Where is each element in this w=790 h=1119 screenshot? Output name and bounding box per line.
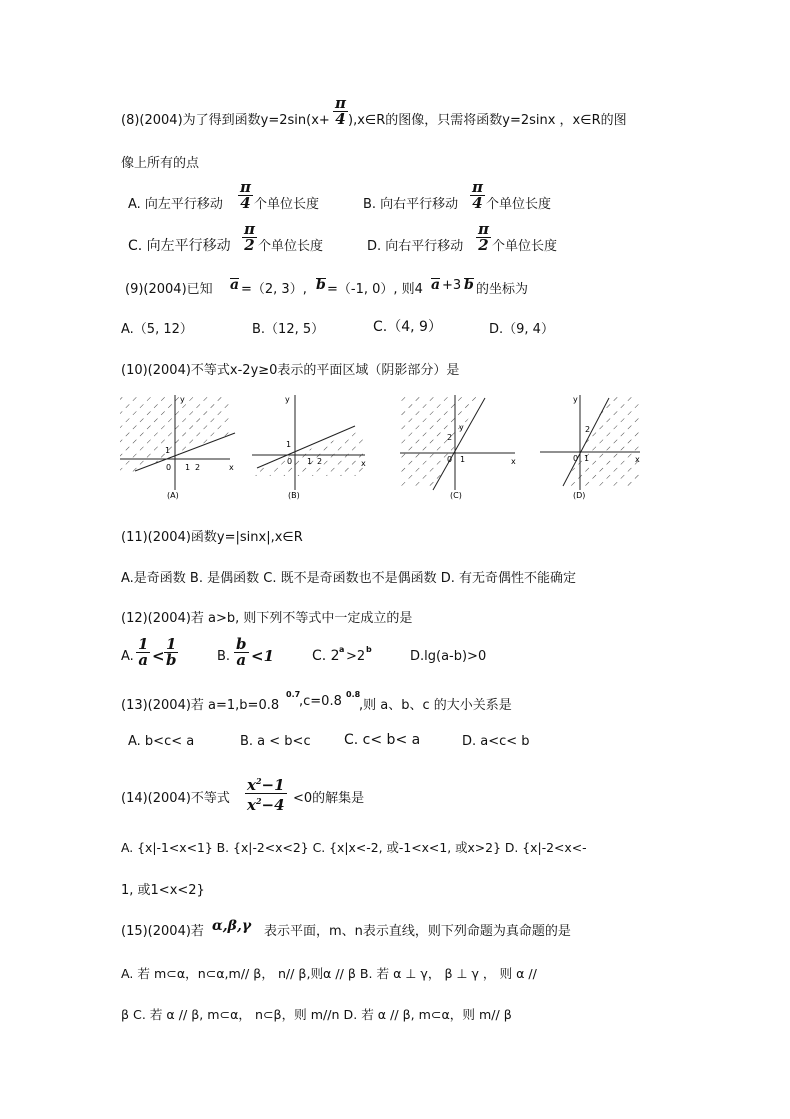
graph-d <box>540 395 640 500</box>
q12-opt-b-lt1: <1 <box>251 647 275 665</box>
q8-opt-b-pi: π <box>472 178 483 196</box>
q12-opt-d: D.lg(a-b)>0 <box>410 649 487 664</box>
q12-options <box>0 637 790 677</box>
q12-opt-c-label: C. 2 <box>312 648 340 664</box>
q9-vector-a: a <box>230 277 240 293</box>
q8-opt-c-prefix: C. 向左平行移动 <box>128 238 231 254</box>
graph-c-y-label: y <box>459 423 464 432</box>
q14-options-line2: 1, 或1<x<2} <box>121 883 205 898</box>
graph-b-tick-x1: 1 <box>307 457 313 466</box>
graph-d-tick-origin: 0 <box>573 454 579 463</box>
q13-exp2: 0.8 <box>346 690 361 699</box>
q9-eq-a: =（2, 3）, <box>241 282 307 297</box>
q8-opt-d-unit: 个单位长度 <box>492 239 558 254</box>
q8-opt-c-pi: π <box>244 220 255 238</box>
q8-opt-c-two: 2 <box>244 236 255 254</box>
q14-stem <box>0 772 790 816</box>
graph-b-label: (B) <box>288 491 300 500</box>
graph-a-y-label: y <box>180 395 185 404</box>
q15-stem <box>0 917 790 939</box>
q9-opt-a: A.（5, 12） <box>121 322 193 337</box>
q12-opt-b-label: B. <box>217 649 231 664</box>
q8-opt-b-prefix: B. 向右平行移动 <box>363 197 459 212</box>
q15-options-line2: β C. 若 α // β, m⊂α， n⊂β，则 m//n D. 若 α // β, m⊂α，则 m// β <box>121 1007 512 1022</box>
q15-stem-part-a: (15)(2004)若 <box>121 924 204 939</box>
q14-stem-part-b: <0的解集是 <box>293 791 365 806</box>
graph-c <box>400 395 516 500</box>
q8-options-row1 <box>0 178 790 220</box>
graph-b-tick-y1: 1 <box>286 440 292 449</box>
graph-a-tick-origin: 0 <box>166 463 172 472</box>
graph-b-shade <box>252 430 363 476</box>
q12-opt-a-label: A. <box>121 649 134 664</box>
q15-options-line1: A. 若 m⊂α，n⊂α,m// β， n// β,则α // β B. 若 α ⊥ γ， β ⊥ γ ， 则 α // <box>121 966 537 981</box>
q8-opt-c-fraction <box>240 222 259 253</box>
graph-a <box>120 395 235 500</box>
graph-a-tick-x2: 2 <box>195 463 201 472</box>
q9-stem <box>0 276 790 298</box>
graph-c-tick-x1: 1 <box>460 455 466 464</box>
q10-graphs <box>115 390 650 502</box>
q8-opt-d-prefix: D. 向右平行移动 <box>367 239 464 254</box>
q8-stem-line1 <box>0 94 790 134</box>
q14-den-exp: 2 <box>255 796 262 806</box>
q8-stem-line2: 像上所有的点 <box>121 156 200 171</box>
q8-opt-b-unit: 个单位长度 <box>486 197 552 212</box>
q15-stem-part-b: 表示平面，m、n表示直线，则下列命题为真命题的是 <box>264 924 571 939</box>
graph-b-tick-origin: 0 <box>287 457 293 466</box>
q8-opt-b-four: 4 <box>472 194 483 212</box>
q8-opt-a-unit: 个单位长度 <box>254 197 320 212</box>
q13-stem-part-a: (13)(2004)若 a=1,b=0.8 <box>121 698 280 713</box>
q9-opt-c: C.（4, 9） <box>373 319 442 335</box>
q8-opt-a-fraction <box>236 180 255 211</box>
q12-opt-a-lt: < <box>152 647 165 665</box>
q9-tail: 的坐标为 <box>476 282 529 297</box>
graph-c-tick-y2: 2 <box>447 433 453 442</box>
q12-opt-c-mid: >2 <box>346 649 366 664</box>
q9-eq-b: =（-1, 0）, 则4 <box>327 282 423 297</box>
q12-opt-b-b: b <box>236 635 247 653</box>
graph-d-tick-y2: 2 <box>585 425 591 434</box>
q12-opt-c-exp-a: a <box>339 645 345 654</box>
graph-b <box>252 395 366 500</box>
q9-stem-part-a: (9)(2004)已知 <box>125 282 213 297</box>
q12-opt-a-one-1: 1 <box>138 635 149 653</box>
q8-pi: π <box>335 94 346 112</box>
q14-den-rest: −4 <box>261 796 285 814</box>
q9-vector-b: b <box>316 277 326 293</box>
q13-stem-part-b: ,c=0.8 <box>299 694 342 709</box>
q8-opt-d-fraction <box>474 222 493 253</box>
q10-stem: (10)(2004)不等式x-2y≥0表示的平面区域（阴影部分）是 <box>121 363 460 378</box>
q13-exp1: 0.7 <box>286 690 301 699</box>
q8-opt-d-pi: π <box>478 220 489 238</box>
q12-opt-a-frac1 <box>134 637 152 668</box>
q11-stem: (11)(2004)函数y=|sinx|,x∈R <box>121 530 303 545</box>
q8-stem-part-a: (8)(2004)为了得到函数y=2sin(x+ <box>121 113 330 128</box>
q9-opt-d: D.（9, 4） <box>489 322 554 337</box>
q13-opt-b: B. a < b<c <box>240 734 311 749</box>
graph-d-tick-x1: 1 <box>584 454 590 463</box>
q14-num-exp: 2 <box>255 776 262 786</box>
q13-opt-d: D. a<c< b <box>462 734 530 749</box>
graph-b-tick-x2: 2 <box>317 457 323 466</box>
q15-greek: α,β,γ <box>212 918 252 934</box>
graph-b-y-label: y <box>285 395 290 404</box>
graph-a-tick-y1: 1 <box>165 446 171 455</box>
graph-a-x-label: x <box>229 463 234 472</box>
q12-opt-c-exp-b: b <box>366 645 372 654</box>
q8-opt-a-pi: π <box>240 178 251 196</box>
q12-opt-b-a: a <box>236 651 247 669</box>
q9-plus3: +3 <box>442 278 462 293</box>
graph-c-tick-origin: 0 <box>447 455 453 464</box>
graph-b-x-label: x <box>361 459 366 468</box>
q12-opt-a-frac2 <box>162 637 180 668</box>
q12-opt-a-b: b <box>165 651 177 669</box>
q8-opt-a-prefix: A. 向左平行移动 <box>128 197 223 212</box>
q9-opt-b: B.（12, 5） <box>252 322 325 337</box>
q13-opt-a: A. b<c< a <box>128 734 195 749</box>
graph-d-shade <box>565 395 640 486</box>
q12-opt-a-one-2: 1 <box>166 635 177 653</box>
q14-options-line1: A. {x|-1<x<1} B. {x|-2<x<2} C. {x|x<-2, 或-1<x<1, 或x>2} D. {x|-2<x<- <box>121 840 587 855</box>
q13-stem <box>0 690 790 712</box>
q14-num-x: x <box>247 776 256 794</box>
q8-opt-a-four: 4 <box>240 194 251 212</box>
q12-stem: (12)(2004)若 a>b, 则下列不等式中一定成立的是 <box>121 611 413 626</box>
q13-stem-part-c: ,则 a、b、c 的大小关系是 <box>359 698 512 713</box>
q8-opt-c-unit: 个单位长度 <box>258 239 324 254</box>
graph-d-label: (D) <box>573 491 586 500</box>
graph-d-x-label: x <box>635 455 640 464</box>
q11-options: A.是奇函数 B. 是偶函数 C. 既不是奇函数也不是偶函数 D. 有无奇偶性不能确定 <box>121 571 576 586</box>
graph-c-shade <box>400 395 480 486</box>
q14-stem-part-a: (14)(2004)不等式 <box>121 791 230 806</box>
q8-stem-part-b: ),x∈R的图像，只需将函数y=2sinx ，x∈R的图 <box>348 113 627 128</box>
q9-options <box>0 316 790 338</box>
q12-opt-b-frac <box>232 637 251 668</box>
q8-opt-b-fraction <box>468 180 487 211</box>
q8-four: 4 <box>335 110 346 128</box>
q8-opt-d-two: 2 <box>478 236 489 254</box>
q9-vector-b2: b <box>464 277 474 293</box>
graph-a-label: (A) <box>167 491 179 500</box>
q14-num-rest: −1 <box>261 776 285 794</box>
q13-opt-c: C. c< b< a <box>344 732 421 748</box>
graph-c-label: (C) <box>450 491 462 500</box>
graph-c-x-label: x <box>511 457 516 466</box>
q13-options <box>0 732 790 754</box>
q14-fraction <box>243 774 289 813</box>
graph-d-y-label: y <box>573 395 578 404</box>
q12-opt-a-a: a <box>138 651 149 669</box>
graph-a-tick-x1: 1 <box>185 463 191 472</box>
q9-vector-a2: a <box>431 277 441 293</box>
q8-options-row2 <box>0 220 790 262</box>
q14-den-x: x <box>247 796 256 814</box>
